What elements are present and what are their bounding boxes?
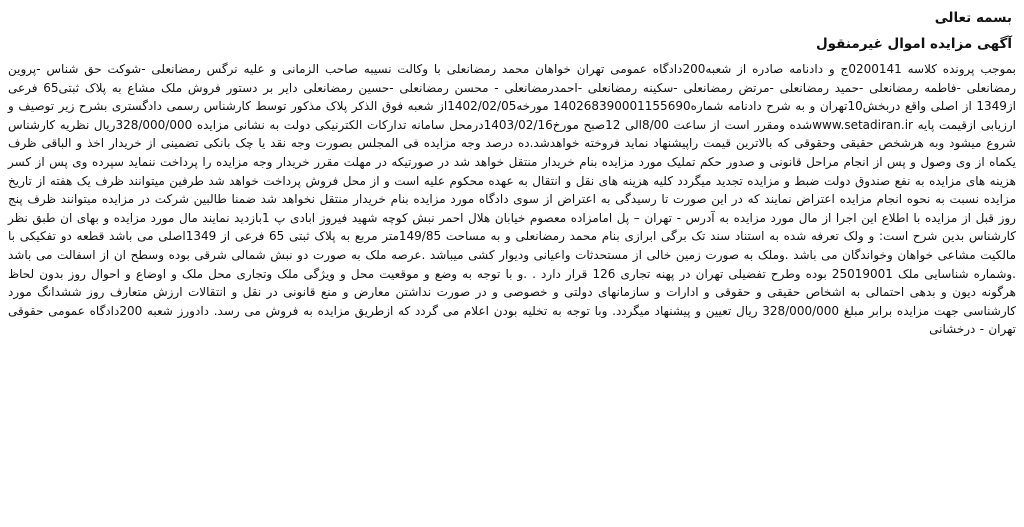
- notice-body: بموجب پرونده کلاسه 0200141ج و دادنامه صادره از شعبه200دادگاه عمومی تهران خواهان محمد رمضانعلی با وکالت نسیبه صاحب الزمانی و علیه نرگس رمضانعلی -شوکت حق شناس -پروین رمضانعلی -فاطمه رمضانعلی -حمید رمضانعلی -مرتض رمضانعلی -سکینه رمضانعلی -احمدرمضانعلی - محسن رمضانعلی -حسین رمضانعلی دایر بر دستور فروش ملک مشاع به پلاک ثبتی65 فرعی از1349 از اصلی واقع دربخش10تهران و به شرح دادنامه شماره140268390001155690 مورخه1402/02/05از شعبه فوق الذکر پلاک مذکور توسط کارشناس رسمی دادگستری بشرح زیر توصیف و ارزیابی ازقیمت پایه www.setadiran.irشده ومقرر است از ساعت 8/00الی 12صبح مورخ1403/02/16درمحل سامانه تدارکات الکترنیکی دولت به نشانی مزایده 328/000/000ریال نظریه کارشناس شروع میشود وبه هرشخص حقیقی وحقوقی که بالاترین قیمت راپیشنهاد نماید فروخته خواهدشد.ده درصد وجه مزایده فی المجلس بصورت وجه نقد یا چک بانکی تضمینی از خریدار اخذ و الباقی ظرف یکماه از وی وصول و پس از انجام مراحل قانونی و صدور حکم تملیک مورد مزایده بنام خریدار منتقل خواهد شد در صورتیکه در مهلت مقرر خریدار وجه مزایده را پرداخت ننماید سپرده وی پس از کسر هزینه های مزایده به نفع صندوق دولت ضبط و مزایده تجدید میگردد کلیه هزینه های نقل و انتقال به عهده محکوم علیه است و از محل فروش پرداخت خواهد شد طرفین میتوانند ظرف یک هفته از تاریخ مزایده نسبت به نحوه انجام مزایده اعتراض نمایند که در این صورت تا رسیدگی به اعتراض از سوی دادگاه مورد مزایده بنام خریدار منتقل نخواهد شد ضمنا طالبین شرکت در مزایده میتوانند ظرف پنج روز قبل از مزایده با اطلاع این اجرا از مال مورد مزایده به آدرس - تهران – پل امامزاده معصوم خیابان هلال احمر نبش کوچه شهید فیروز ابادی پ 1بازدید نمایند مال مورد مزایده و بهای ان طبق نظر کارشناس بدین شرح است: و ولک تعرفه شده به استناد سند تک برگی ابرازی بنام محمد رمضانعلی و به مساحت 149/85متر مربع به پلاک ثبتی 65 فرعی از 1349اصلی می باشد قطعه دو تفکیکی با مالکیت مشاعی خواهان وخواندگان می باشد .وملک به صورت زمین خالی از مستحدثات واعیانی ودیوار کشی میباشد .عرصه ملک به صورت دو نبش شمالی شرقی بوده وسطح ان از اسفالت می باشد .وشماره شناسایی ملک 25019001 بوده وطرح تفضیلی تهران در پهنه تجاری 126 قرار دارد . .و با توجه به وضع و موقعیت محل و ویژگی ملک وتجاری محل ملک و اوضاع و احوال روز بدون لحاظ هرگونه دیون و بدهی احتمالی به اشخاص حقیقی و حقوقی و ادارات و سازمانهای دولتی و خصوصی و در صورت نداشتن معارض و منع قانونی در نقل و انتقالات ارزش متعارف روز ششدانگ مورد کارشناسی جهت مزایده برابر مبلغ 328/000/000 ریال تعیین و پیشنهاد میگردد. وبا توجه به تخلیه بودن اعلام می گردد که ازطریق مزایده به فروش می رسد. دادورز شعبه 200دادگاه عمومی حقوقی تهران - درخشانی: [8, 62, 1017, 337]
- bismillah-heading: بسمه تعالی: [934, 10, 1012, 26]
- notice-title: آگهی مزایده اموال غیرمنقول: [815, 36, 1012, 52]
